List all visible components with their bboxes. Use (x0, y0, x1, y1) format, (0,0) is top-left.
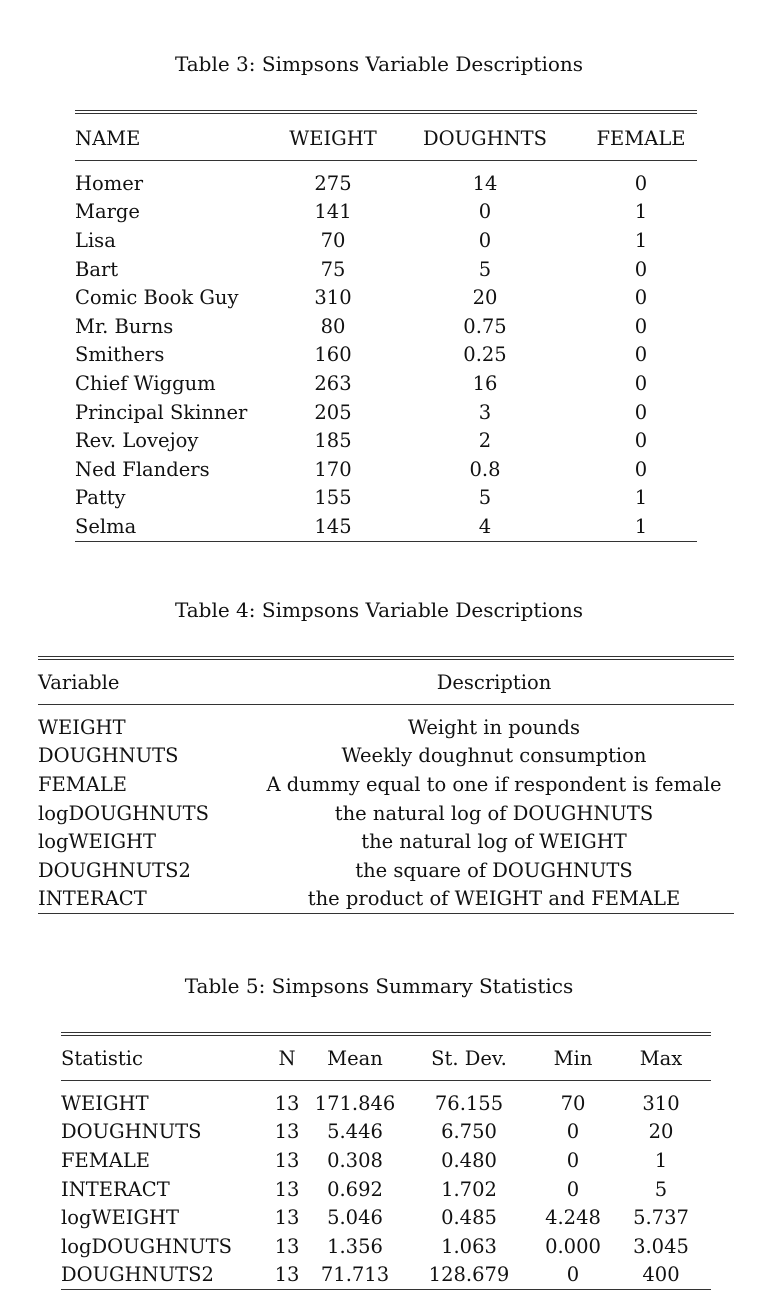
table3-cell: Bart (75, 257, 119, 281)
table3-cell: 0 (634, 343, 648, 367)
table3-cell: 205 (314, 400, 352, 424)
table3-row (75, 226, 697, 255)
table4-cell: DOUGHNUTS (38, 744, 179, 768)
table5-header-n: N (278, 1046, 296, 1070)
table3-row (75, 455, 697, 484)
table5-cell: 0.485 (441, 1206, 497, 1230)
table5-cell: 0 (566, 1148, 580, 1172)
table3-cell: 0 (478, 200, 492, 224)
table5 (61, 1032, 711, 1290)
table4-row (38, 827, 734, 856)
table4-cell: Weekly doughnut consumption (341, 744, 647, 768)
table5-cell: 400 (642, 1263, 680, 1287)
table5-cell: logDOUGHNUTS (61, 1234, 232, 1258)
table5-cell: 70 (560, 1091, 586, 1115)
table5-caption: Table 5: Simpsons Summary Statistics (184, 974, 574, 998)
table5-cell: 0.480 (441, 1148, 497, 1172)
table5-header-mean: Mean (327, 1046, 383, 1070)
table3-row (75, 398, 697, 427)
table3-cell: 0.25 (463, 343, 507, 367)
table3-row (75, 426, 697, 455)
table5-row (61, 1081, 711, 1118)
table5-cell: FEMALE (61, 1148, 150, 1172)
table3-cell: Smithers (75, 343, 165, 367)
table3-cell: 5 (478, 257, 492, 281)
table3-cell: 0 (634, 400, 648, 424)
table5-cell: 0 (566, 1120, 580, 1144)
table5-row (61, 1118, 711, 1147)
table3-cell: 14 (472, 171, 498, 195)
table4-cell: the natural log of WEIGHT (361, 830, 627, 854)
table3-cell: 145 (314, 514, 352, 538)
table3-cell: Chief Wiggum (75, 371, 216, 395)
table3-row (75, 161, 697, 198)
table3-row (75, 255, 697, 284)
table3-row (75, 484, 697, 513)
table3-cell: Patty (75, 486, 126, 510)
table3-header-weight: WEIGHT (289, 126, 377, 150)
table4-row (38, 799, 734, 828)
table5-cell: WEIGHT (61, 1091, 149, 1115)
table4-caption: Table 4: Simpsons Variable Descriptions (174, 598, 584, 622)
table3-header-doughnts: DOUGHNTS (422, 126, 548, 150)
table5-row (61, 1203, 711, 1232)
table5-cell: 5 (654, 1177, 668, 1201)
table3-caption: Table 3: Simpsons Variable Descriptions (174, 52, 584, 76)
table3-cell: 0 (634, 314, 648, 338)
table5-cell: 13 (274, 1091, 300, 1115)
table3-cell: 155 (314, 486, 352, 510)
table4-header-variable: Variable (38, 670, 120, 694)
table4-row (38, 770, 734, 799)
table5-cell: 0 (566, 1177, 580, 1201)
table4-cell: DOUGHNUTS2 (38, 858, 191, 882)
table3-cell: 5 (478, 486, 492, 510)
table5-cell: 1 (654, 1148, 668, 1172)
table3-cell: 185 (314, 429, 352, 453)
table5-cell: 171.846 (314, 1091, 396, 1115)
table5-cell: 0.692 (327, 1177, 383, 1201)
table3-cell: 160 (314, 343, 352, 367)
table3-cell: Ned Flanders (75, 457, 210, 481)
table5-cell: 3.045 (633, 1234, 689, 1258)
table3-cell: 0.8 (469, 457, 501, 481)
table3-row (75, 198, 697, 227)
table3-row (75, 283, 697, 312)
table3-row (75, 512, 697, 541)
table5-cell: INTERACT (61, 1177, 170, 1201)
table3-cell: 0 (478, 228, 492, 252)
table3-cell: 170 (314, 457, 352, 481)
table3-cell: 1 (634, 514, 648, 538)
table5-cell: 20 (648, 1120, 674, 1144)
table5-cell: 5.446 (327, 1120, 383, 1144)
table3-cell: 275 (314, 171, 352, 195)
table5-cell: 0.000 (545, 1234, 601, 1258)
table5-header-min: Min (553, 1046, 593, 1070)
table5-cell: 1.063 (441, 1234, 497, 1258)
table4-row (38, 742, 734, 771)
table3-cell: 0 (634, 371, 648, 395)
table5-cell: 71.713 (320, 1263, 390, 1287)
table5-cell: DOUGHNUTS (61, 1120, 202, 1144)
table5-row (61, 1232, 711, 1261)
table3-cell: Marge (75, 200, 140, 224)
table5-cell: 128.679 (428, 1263, 510, 1287)
table4-cell: logDOUGHNUTS (38, 801, 209, 825)
table5-row (61, 1261, 711, 1290)
table3-cell: 0.75 (463, 314, 507, 338)
table4-cell: INTERACT (38, 887, 147, 911)
table3-cell: 70 (320, 228, 346, 252)
table3-cell: 1 (634, 486, 648, 510)
table3-cell: 80 (320, 314, 346, 338)
table3-header-name: NAME (75, 126, 141, 150)
table4-cell: logWEIGHT (38, 830, 157, 854)
table3-cell: 75 (320, 257, 346, 281)
table3-cell: Selma (75, 514, 137, 538)
table3 (75, 110, 697, 542)
table3-cell: 0 (634, 429, 648, 453)
table3-cell: Principal Skinner (75, 400, 248, 424)
table4-cell: FEMALE (38, 772, 127, 796)
table4-cell: the square of DOUGHNUTS (355, 858, 633, 882)
table5-cell: 76.155 (434, 1091, 504, 1115)
table5-cell: 13 (274, 1148, 300, 1172)
table3-row (75, 341, 697, 370)
table3-cell: 20 (472, 286, 498, 310)
table5-cell: 1.356 (327, 1234, 383, 1258)
table3-cell: 16 (472, 371, 498, 395)
table3-row (75, 312, 697, 341)
table5-row (61, 1146, 711, 1175)
table5-cell: 13 (274, 1206, 300, 1230)
table3-cell: 263 (314, 371, 352, 395)
table3-cell: Lisa (75, 228, 116, 252)
table3-cell: Rev. Lovejoy (75, 429, 199, 453)
table4 (38, 656, 734, 914)
table3-cell: 2 (478, 429, 492, 453)
table5-cell: 0 (566, 1263, 580, 1287)
table4-cell: A dummy equal to one if respondent is female (266, 772, 722, 796)
table5-header-max: Max (639, 1046, 683, 1070)
table4-header-description: Description (436, 670, 552, 694)
table3-cell: 1 (634, 228, 648, 252)
table3-cell: Comic Book Guy (75, 286, 239, 310)
table5-header-stdev: St. Dev. (431, 1046, 507, 1070)
table3-row (75, 369, 697, 398)
table5-cell: 6.750 (441, 1120, 497, 1144)
table4-cell: the natural log of DOUGHNUTS (334, 801, 654, 825)
table4-row (38, 705, 734, 742)
table5-cell: 0.308 (327, 1148, 383, 1172)
table5-cell: 13 (274, 1120, 300, 1144)
table5-cell: 5.046 (327, 1206, 383, 1230)
table4-cell: WEIGHT (38, 715, 126, 739)
table3-cell: 0 (634, 457, 648, 481)
table4-row (38, 885, 734, 914)
table5-cell: DOUGHNUTS2 (61, 1263, 214, 1287)
table5-cell: 5.737 (633, 1206, 689, 1230)
table3-cell: 0 (634, 257, 648, 281)
table3-cell: 0 (634, 286, 648, 310)
table5-cell: 4.248 (545, 1206, 601, 1230)
table3-cell: 310 (314, 286, 352, 310)
table3-cell: 0 (634, 171, 648, 195)
table3-cell: 1 (634, 200, 648, 224)
table5-cell: 310 (642, 1091, 680, 1115)
table3-cell: 141 (314, 200, 352, 224)
table5-cell: 13 (274, 1234, 300, 1258)
table4-cell: Weight in pounds (407, 715, 581, 739)
table5-header-statistic: Statistic (61, 1046, 143, 1070)
table5-cell: 13 (274, 1177, 300, 1201)
table5-cell: 1.702 (441, 1177, 497, 1201)
table3-header-female: FEMALE (596, 126, 686, 150)
table5-cell: 13 (274, 1263, 300, 1287)
table5-row (61, 1175, 711, 1204)
table3-cell: 4 (478, 514, 492, 538)
table3-cell: Mr. Burns (75, 314, 174, 338)
table3-cell: 3 (478, 400, 492, 424)
table4-row (38, 856, 734, 885)
table4-cell: the product of WEIGHT and FEMALE (307, 887, 681, 911)
table3-cell: Homer (75, 171, 144, 195)
table5-cell: logWEIGHT (61, 1206, 180, 1230)
